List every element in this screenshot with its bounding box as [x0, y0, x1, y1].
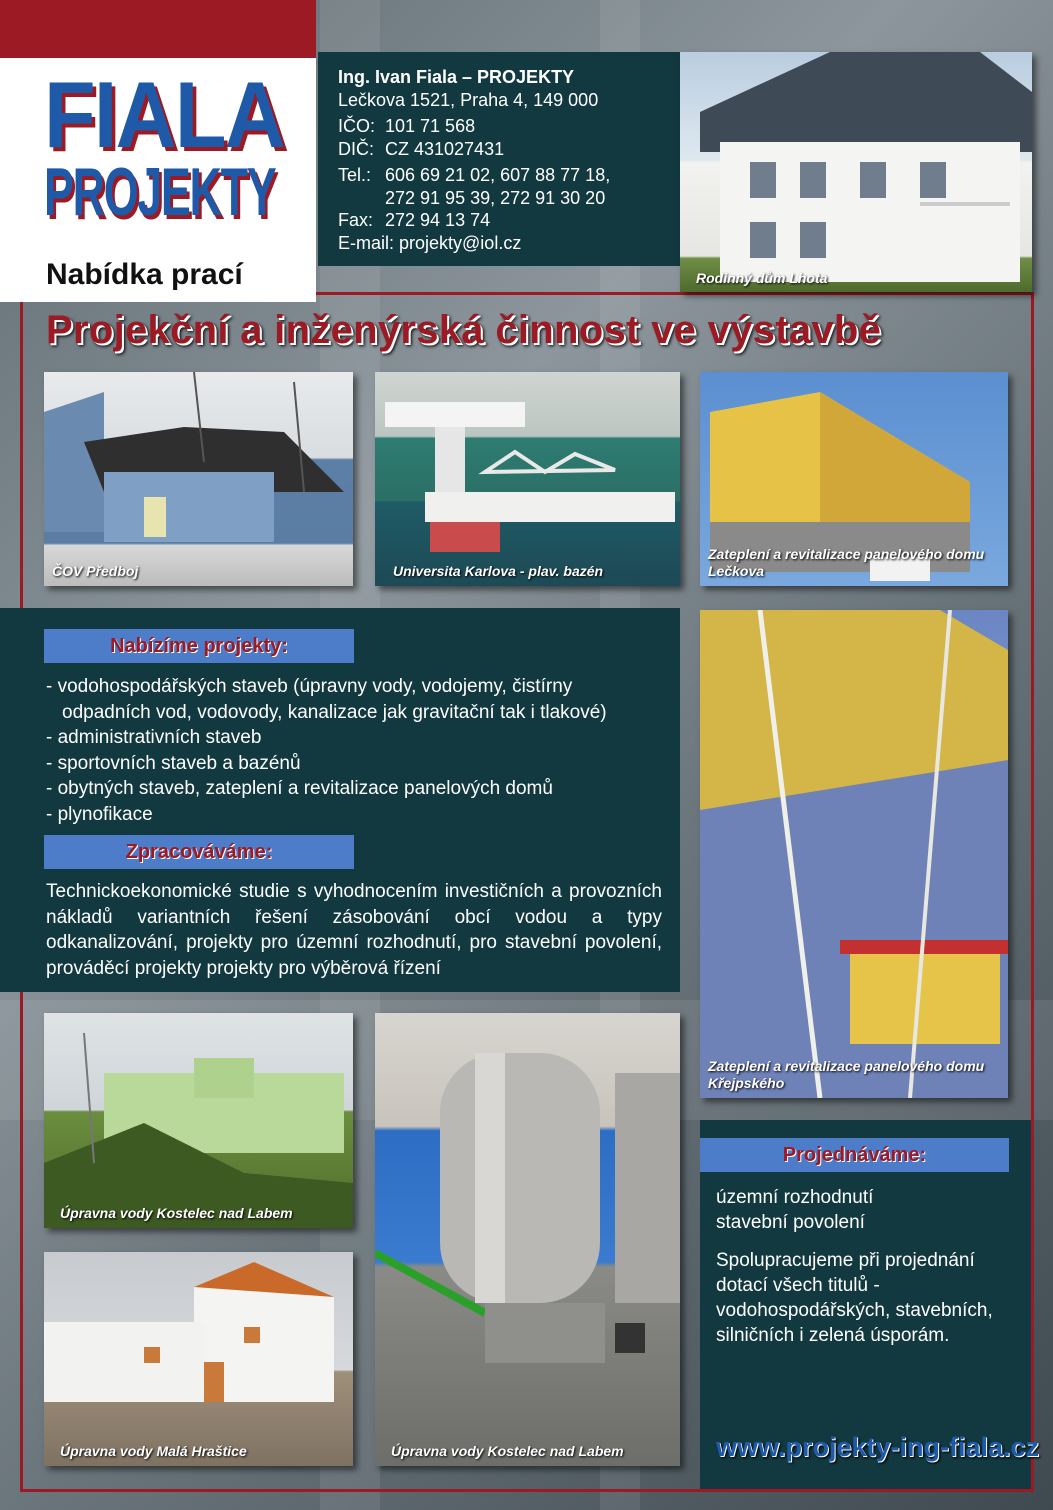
list-item: - plynofikace: [46, 803, 153, 825]
caption-cov-predboj: ČOV Předboj: [52, 563, 139, 579]
caption-panel-house-leckova: Zateplení a revitalizace panelového domu Lečkova: [708, 546, 985, 579]
list-item: - obytných staveb, zateplení a revitalizace panelových domů: [46, 778, 553, 799]
list-item: odpadních vod, vodovody, kanalizace jak gravitační tak i tlakové): [62, 701, 607, 723]
tel-line-2: 272 91 95 39, 272 91 30 20: [385, 187, 606, 208]
fax-value: 272 94 13 74: [385, 210, 491, 230]
fax-label: Fax:: [338, 210, 374, 230]
photo-university-pool: [375, 372, 680, 586]
frame-line-bottom: [20, 1489, 1034, 1492]
caption-panel-house-krejpskeho: Zateplení a revitalizace panelového domu Křejpského: [708, 1058, 985, 1091]
email: E-mail: projekty@iol.cz: [338, 232, 522, 253]
frame-line-top: [316, 292, 1034, 295]
process-heading: Zpracováváme:: [44, 835, 354, 869]
logo-text-fiala: FIALA: [44, 62, 285, 167]
list-item: - administrativních staveb: [46, 727, 262, 748]
offer-heading: Nabízíme projekty:: [44, 629, 354, 663]
process-text: Technickoekonomické studie s vyhodnocením investičních a provozních nákladů variantních řešení zásobování obcí vodou a typy odkanalizování, projekty pro územní rozhodnutí, pro stavební povolení, prováděcí projekty projekty pro výběrová řízení: [46, 881, 662, 979]
top-red-bar: [0, 0, 316, 58]
photo-panel-house-krejpskeho: [700, 610, 1008, 1098]
ico-value: 101 71 568: [385, 116, 476, 136]
company-name: Ing. Ivan Fiala – PROJEKTY: [338, 67, 575, 87]
photo-water-plant-kostelec-2: [375, 1013, 680, 1466]
photo-cov-predboj: [44, 372, 353, 586]
headline: Projekční a inženýrská činnost ve výstavbě: [46, 308, 882, 352]
negotiation-text: [716, 1185, 1016, 1348]
caption-family-house: Rodinný dům Lhota: [696, 270, 828, 286]
negotiation-heading: Projednáváme:: [700, 1138, 1009, 1172]
contact-block: [318, 52, 680, 266]
address: Lečkova 1521, Praha 4, 149 000: [338, 89, 599, 110]
company-logo: [44, 62, 304, 258]
dic-label: DIČ:: [338, 138, 374, 159]
offer-label: Nabídka prací: [46, 258, 243, 291]
website-link[interactable]: www.projekty-ing-fiala.cz: [716, 1432, 1040, 1462]
photo-family-house: [680, 52, 1032, 292]
caption-university-pool: Universita Karlova - plav. bazén: [393, 563, 604, 579]
caption-water-plant-mala-hrastice: Úpravna vody Malá Hraštice: [60, 1443, 247, 1459]
caption-water-plant-kostelec-2: Úpravna vody Kostelec nad Labem: [391, 1443, 624, 1459]
tel-line-1: 606 69 21 02, 607 88 77 18,: [385, 165, 611, 185]
tel-label: Tel.:: [338, 165, 372, 185]
photo-water-plant-mala-hrastice: [44, 1252, 353, 1466]
frame-line-right: [1031, 292, 1034, 1492]
list-item: - sportovních staveb a bazénů: [46, 752, 301, 774]
negotiation-line-2: stavební povolení: [716, 1212, 865, 1233]
negotiation-paragraph: Spolupracujeme při projednání dotací všech titulů - vodohospodářských, stavebních, silničních i zelená úsporám.: [716, 1250, 993, 1346]
offer-list: [46, 674, 662, 827]
photo-panel-house-leckova: [700, 372, 1008, 586]
ico-label: IČO:: [338, 116, 376, 136]
photo-water-plant-kostelec-1: [44, 1013, 353, 1228]
list-item: - vodohospodářských staveb (úpravny vody, vodojemy, čistírny: [46, 676, 573, 697]
negotiation-line-1: územní rozhodnutí: [716, 1187, 874, 1208]
logo-text-projekty: PROJEKTY: [44, 154, 276, 230]
dic-value: CZ 431027431: [385, 138, 505, 159]
caption-water-plant-kostelec-1: Úpravna vody Kostelec nad Labem: [60, 1205, 293, 1221]
